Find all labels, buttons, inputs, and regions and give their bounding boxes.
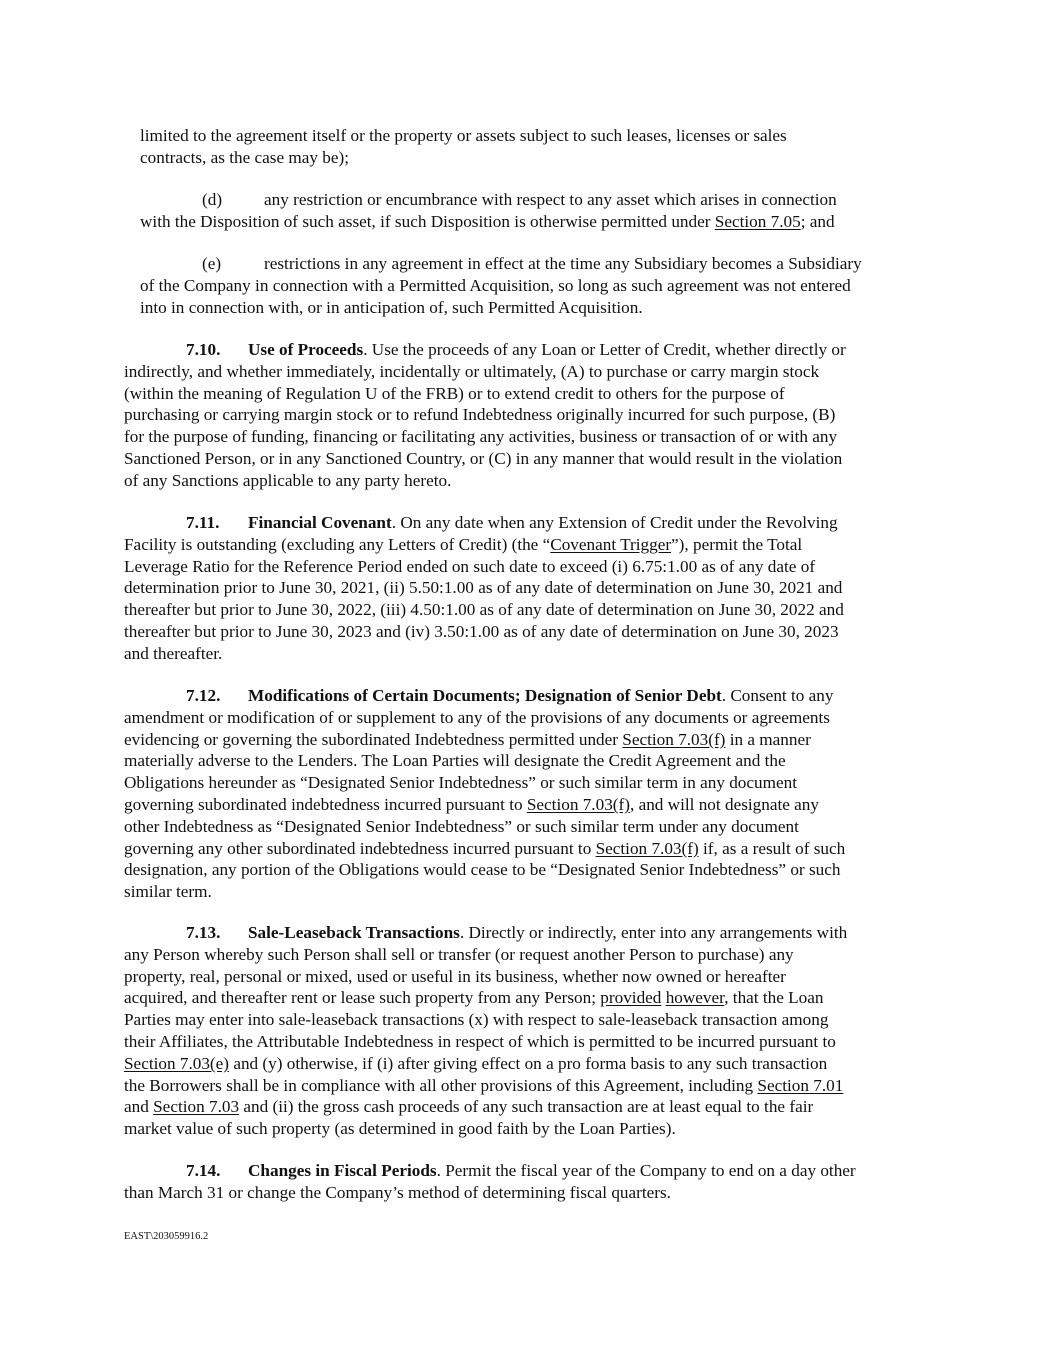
section-7-10 xyxy=(124,339,846,492)
clause-e xyxy=(140,253,862,318)
clause-e-text: of the Company in connection with a Permitted Acquisition, so long as such agreement was not entered into in connection with, or in anticipation of, such Permitted Acquisition. xyxy=(140,275,851,317)
clause-d-tail: ; and xyxy=(800,211,835,231)
section-7-03f-link[interactable]: Section 7.03(f) xyxy=(526,794,630,814)
section-7-13-text-b: , that the Loan Parties may enter into sale-leaseback transactions (x) with respect to sale-leaseback transaction among their Affiliates, the Attributable Indebtedness in respect of which is permitted to be incurred pursuant to xyxy=(124,988,836,1051)
provided-term: provided xyxy=(600,988,662,1008)
section-7-13-text-d: and xyxy=(124,1097,149,1117)
section-7-13-line1: Directly or indirectly, enter into any arrangements with xyxy=(464,923,848,942)
section-7-10-line1: Use the proceeds of any Loan or Letter of Credit, whether directly or xyxy=(367,340,846,359)
section-7-13-number: 7.13. xyxy=(186,923,221,942)
section-7-01-link[interactable]: Section 7.01 xyxy=(757,1075,844,1095)
clause-d-line1: any restriction or encumbrance with respect to any asset which arises in connection xyxy=(264,190,837,209)
section-7-03e-link[interactable]: Section 7.03(e) xyxy=(124,1053,230,1073)
section-7-13-text-a: any Person whereby such Person shall sell or transfer (or request another Person to purchase) any property, real, personal or mixed, used or useful in its business, whether now owned or hereafter acquired, and thereafter rent or lease such property from any Person; xyxy=(124,944,794,1008)
section-7-12-line1: Consent to any xyxy=(726,686,834,705)
however-term: however xyxy=(665,988,725,1008)
section-7-12-number: 7.12. xyxy=(186,686,221,705)
section-7-03f-link[interactable]: Section 7.03(f) xyxy=(622,729,726,749)
section-7-10-text: indirectly, and whether immediately, incidentally or ultimately, (A) to purchase or carry margin stock (within the meaning of Regulation U of the FRB) or to extend credit to others for the purpose of purchasing or carrying margin stock or to refund Indebtedness originally incurred for such purpose, (B) for the purpose of funding, financing or facilitating any activities, business or transaction of or with any Sanctioned Person, or in any Sanctioned Country, or (C) in any manner that would result in the violation of any Sanctions applicable to any party hereto. xyxy=(124,361,843,490)
section-7-14 xyxy=(124,1160,856,1204)
section-7-10-title: Use of Proceeds xyxy=(248,340,364,359)
section-7-14-title: Changes in Fiscal Periods xyxy=(248,1161,437,1180)
section-7-14-text: than March 31 or change the Company’s method of determining fiscal quarters. xyxy=(124,1182,671,1202)
section-7-12-text-c: , and will not designate any other Indebtedness as “Designated Senior Indebtedness” or such similar term under any document governing any other subordinated indebtedness incurred pursuant to xyxy=(124,794,819,858)
section-7-11-line1: On any date when any Extension of Credit under the Revolving xyxy=(396,513,838,532)
clause-d-label: (d) xyxy=(202,190,223,209)
section-7-12-title: Modifications of Certain Documents; Designation of Senior Debt xyxy=(248,686,722,705)
section-7-12-title-punct: . xyxy=(721,686,727,705)
clause-d-text: with the Disposition of such asset, if such Disposition is otherwise permitted under xyxy=(140,211,715,231)
section-7-12-text-b: in a manner materially adverse to the Lenders. The Loan Parties will designate the Credit Agreement and the Obligations hereunder as “Designated Senior Indebtedness” or such similar term in any document governing subordinated indebtedness incurred pursuant to xyxy=(124,729,811,814)
section-7-13-text-c: and (y) otherwise, if (i) after giving effect on a pro forma basis to any such transaction the Borrowers shall be in compliance with all other provisions of this Agreement, including xyxy=(124,1053,828,1095)
covenant-trigger-term: Covenant Trigger xyxy=(550,534,672,554)
document-footer-id: EAST\203059916.2 xyxy=(124,1231,209,1242)
section-7-12 xyxy=(124,685,845,903)
section-7-10-title-punct: . xyxy=(363,340,368,359)
continuation-paragraph: limited to the agreement itself or the property or assets subject to such leases, licenses or sales contracts, as the case may be); xyxy=(140,126,787,167)
section-7-10-number: 7.10. xyxy=(186,340,221,359)
section-7-12-text-a: amendment or modification of or supplement to any of the provisions of any documents or agreements evidencing or governing the subordinated Indebtedness permitted under xyxy=(124,707,830,749)
section-7-14-line1: Permit the fiscal year of the Company to end on a day other xyxy=(440,1161,856,1180)
section-7-11-text: Leverage Ratio for the Reference Period ended on such date to exceed (i) 6.75:1.00 as of any date of determination prior to June 30, 2021, (ii) 5.50:1.00 as of any date of determination on June 30, 2021 and thereafter but prior to June 30, 2022, (iii) 4.50:1.00 as of any date of determination on June 30, 2022 and thereafter but prior to June 30, 2023 and (iv) 3.50:1.00 as of any date of determination on June 30, 2023 and thereafter. xyxy=(124,556,844,663)
section-7-05-link[interactable]: Section 7.05 xyxy=(714,211,801,231)
section-7-03f-link[interactable]: Section 7.03(f) xyxy=(595,838,699,858)
section-7-13-title-punct: . xyxy=(459,923,465,942)
section-7-13-title: Sale-Leaseback Transactions xyxy=(248,923,460,942)
section-7-11-number: 7.11. xyxy=(186,513,220,532)
section-7-13-text-e: and (ii) the gross cash proceeds of any such transaction are at least equal to the fair market value of such property (as determined in good faith by the Loan Parties). xyxy=(124,1097,814,1139)
section-7-11-line2-tail: ”), permit the Total xyxy=(671,534,803,554)
section-7-11-line2: Facility is outstanding (excluding any Letters of Credit) (the “ xyxy=(124,534,551,554)
clause-e-line1: restrictions in any agreement in effect at the time any Subsidiary becomes a Subsidiary xyxy=(264,254,862,273)
section-7-14-number: 7.14. xyxy=(186,1161,221,1180)
clause-e-label: (e) xyxy=(202,254,222,273)
clause-d xyxy=(140,189,837,233)
section-7-14-title-punct: . xyxy=(436,1161,441,1180)
section-7-11-title-punct: . xyxy=(391,513,397,532)
section-7-11-title: Financial Covenant xyxy=(248,513,392,532)
section-7-12-text-d: if, as a result of such designation, any portion of the Obligations would cease to be “Designated Senior Indebtedness” or such similar term. xyxy=(124,838,846,902)
section-7-11 xyxy=(124,512,844,665)
section-7-03-link[interactable]: Section 7.03 xyxy=(153,1097,240,1117)
section-7-13 xyxy=(124,922,847,1140)
